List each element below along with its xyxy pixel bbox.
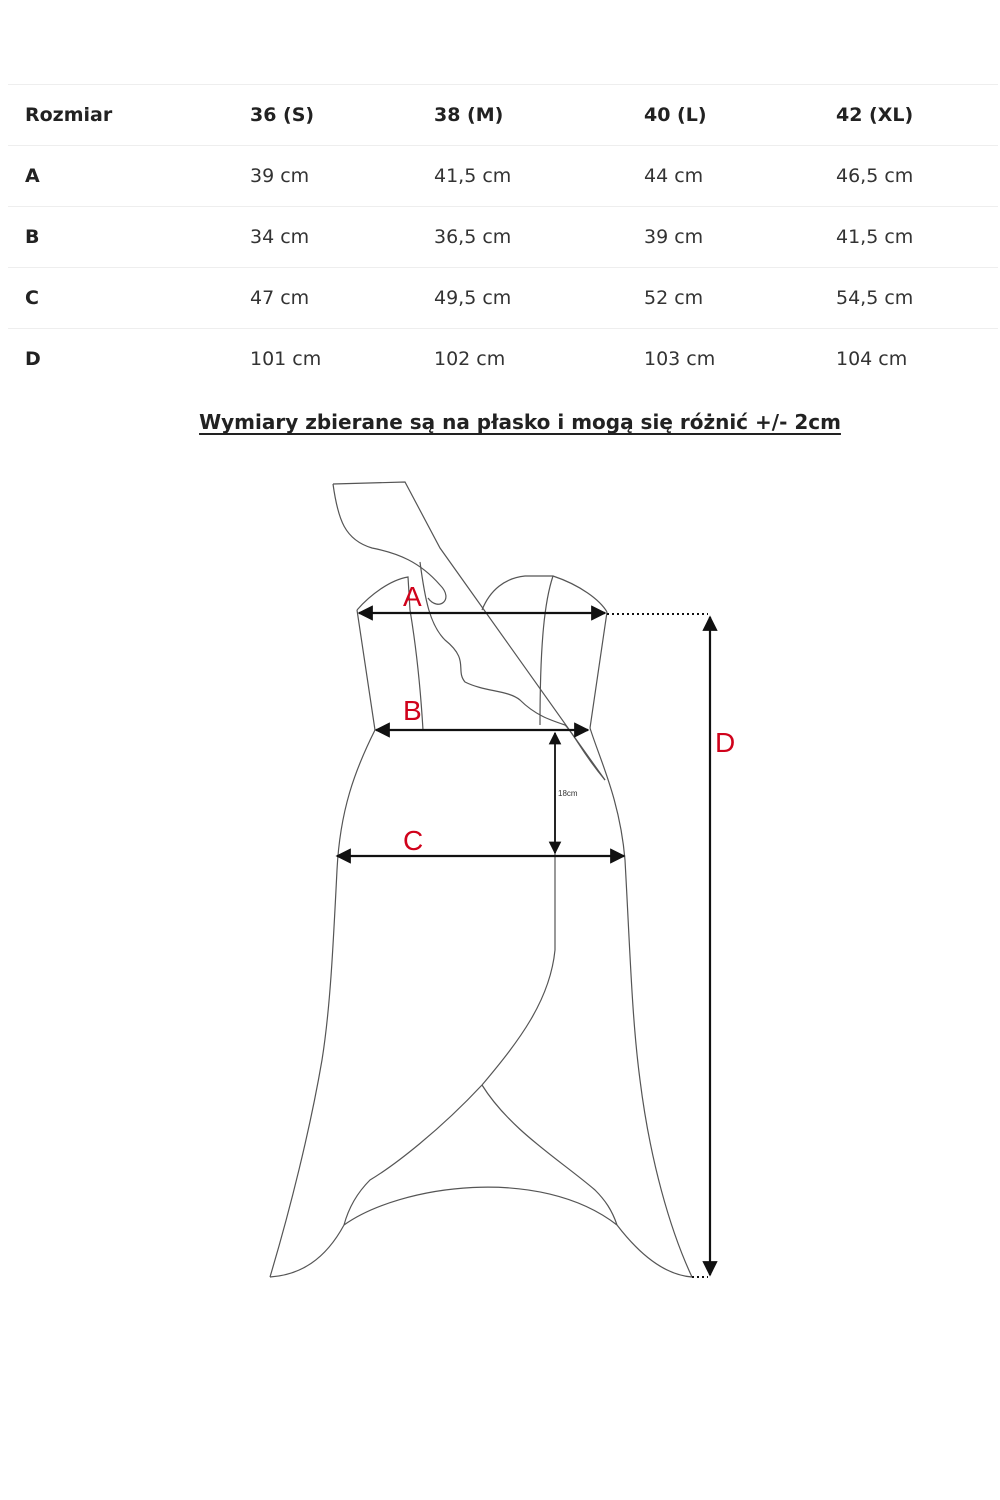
header-36: 36 (S) [233,85,417,146]
dotted-guides [607,614,708,1277]
row-label: B [8,207,233,268]
dress-outline [270,482,692,1277]
header-size: Rozmiar [8,85,233,146]
header-40: 40 (L) [627,85,819,146]
table-cell: 46,5 cm [819,146,998,207]
label-d: D [715,727,736,758]
table-cell: 47 cm [233,268,417,329]
table-cell: 44 cm [627,146,819,207]
table-row [8,207,998,268]
table-row [8,329,998,390]
table-cell: 41,5 cm [417,146,627,207]
table-cell: 104 cm [819,329,998,390]
row-label: D [8,329,233,390]
table-cell: 36,5 cm [417,207,627,268]
table-cell: 41,5 cm [819,207,998,268]
table-row [8,146,998,207]
measurement-note: Wymiary zbierane są na płasko i mogą się różnić +/- 2cm [199,410,841,434]
label-inner-measure: 18cm [558,789,578,798]
table-cell: 101 cm [233,329,417,390]
row-label: C [8,268,233,329]
measure-arrows [337,613,710,1275]
label-a: A [403,581,422,612]
table-cell: 103 cm [627,329,819,390]
table-cell: 39 cm [233,146,417,207]
table-cell: 54,5 cm [819,268,998,329]
header-38: 38 (M) [417,85,627,146]
label-c: C [403,825,424,856]
table-row [8,268,998,329]
size-chart-table [8,84,998,389]
table-cell: 102 cm [417,329,627,390]
table-header-row [8,85,998,146]
header-42: 42 (XL) [819,85,998,146]
label-b: B [403,695,422,726]
row-label: A [8,146,233,207]
table-cell: 34 cm [233,207,417,268]
table-cell: 39 cm [627,207,819,268]
table-cell: 49,5 cm [417,268,627,329]
table-cell: 52 cm [627,268,819,329]
